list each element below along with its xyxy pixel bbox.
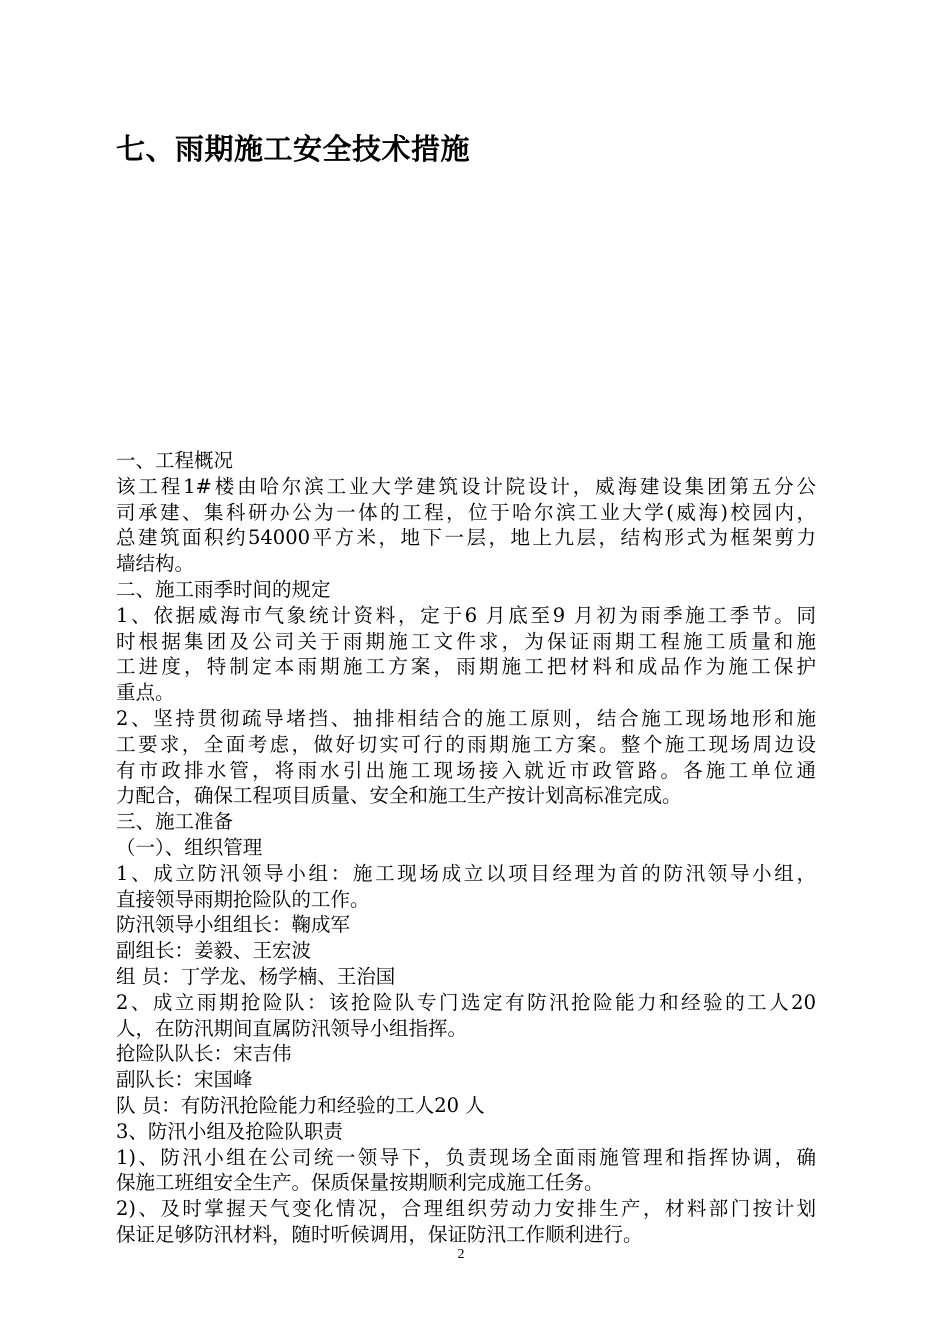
text-line: 墙结构。	[116, 552, 195, 576]
text-line: 副队长：宋国峰	[116, 1068, 253, 1092]
text-line: 副组长：姜毅、王宏波	[116, 939, 312, 963]
text-line: 3、防汛小组及抢险队职责	[116, 1119, 343, 1143]
text-line: 保证足够防汛材料，随时听候调用，保证防汛工作顺利进行。	[116, 1222, 643, 1246]
text-line: 工要求，全面考虑，做好切实可行的雨期施工方案。整个施工现场周边设	[116, 732, 816, 756]
text-line: 有市政排水管，将雨水引出施工现场接入就近市政管路。各施工单位通	[116, 758, 816, 782]
text-line: 保施工班组安全生产。保质保量按期顺利完成施工任务。	[116, 1171, 604, 1195]
page-number: 2	[457, 1247, 465, 1262]
text-line: 重点。	[116, 681, 175, 705]
text-line: 直接领导雨期抢险队的工作。	[116, 887, 370, 911]
text-line: 三、施工准备	[116, 810, 234, 834]
text-line: 2)、及时掌握天气变化情况，合理组织劳动力安排生产，材料部门按计划	[116, 1197, 816, 1221]
text-line: 防汛领导小组组长：鞠成军	[116, 913, 351, 937]
text-line: 司承建、集科研办公为一体的工程，位于哈尔滨工业大学(威海)校园内，	[116, 500, 816, 524]
text-line: 队 员：有防汛抢险能力和经验的工人20 人	[116, 1093, 485, 1117]
text-line: 人，在防汛期间直属防汛领导小组指挥。	[116, 1016, 468, 1040]
text-line: 2、坚持贯彻疏导堵挡、抽排相结合的施工原则，结合施工现场地形和施	[116, 706, 816, 730]
text-line: 1、成立防汛领导小组：施工现场成立以项目经理为首的防汛领导小组，	[116, 861, 816, 885]
page-title: 七、雨期施工安全技术措施	[116, 132, 471, 166]
text-line: 组 员：丁学龙、杨学楠、王治国	[116, 964, 396, 988]
text-line: 一、工程概况	[116, 449, 234, 472]
text-line: 工进度，特制定本雨期施工方案，雨期施工把材料和成品作为施工保护	[116, 655, 816, 679]
text-line: 1)、防汛小组在公司统一领导下，负责现场全面雨施管理和指挥协调，确	[116, 1145, 816, 1169]
text-line: 该工程1#楼由哈尔滨工业大学建筑设计院设计，威海建设集团第五分公	[116, 474, 816, 498]
text-line: 时根据集团及公司关于雨期施工文件求，为保证雨期工程施工质量和施	[116, 629, 816, 653]
text-line: 1、依据威海市气象统计资料，定于6 月底至9 月初为雨季施工季节。同	[116, 603, 816, 627]
text-line: 二、施工雨季时间的规定	[116, 577, 331, 601]
text-line: 2、成立雨期抢险队：该抢险队专门选定有防汛抢险能力和经验的工人20	[116, 990, 816, 1014]
text-line: （一）、组织管理	[116, 835, 263, 859]
text-line: 抢险队队长：宋吉伟	[116, 1042, 292, 1066]
text-line: 总建筑面积约54000平方米，地下一层，地上九层，结构形式为框架剪力	[116, 526, 816, 550]
text-line: 力配合，确保工程项目质量、安全和施工生产按计划高标准完成。	[116, 784, 682, 808]
document-body	[116, 448, 816, 1248]
